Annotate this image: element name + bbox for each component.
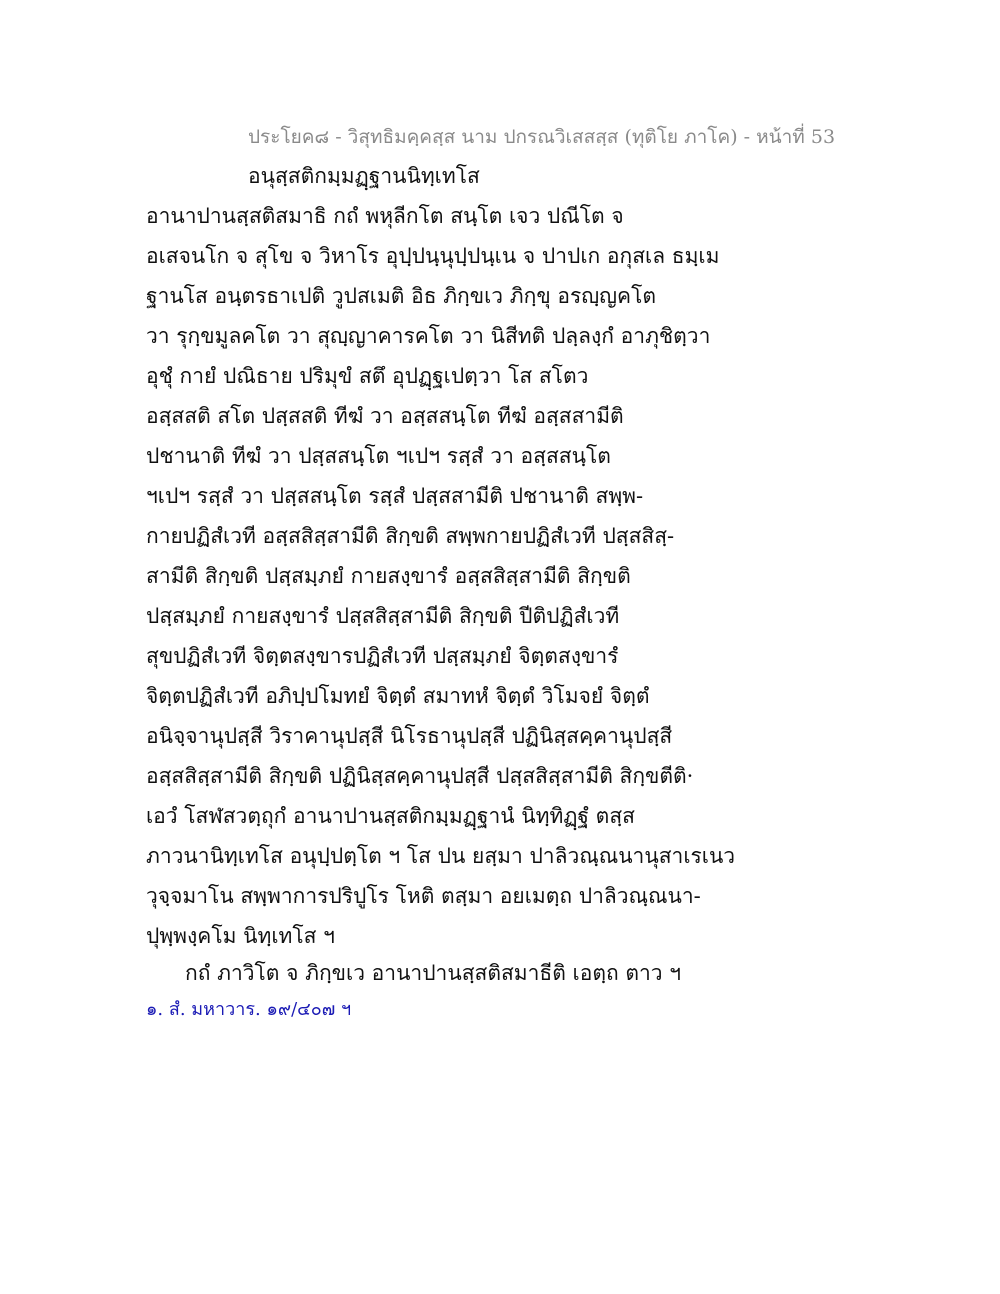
footnote: ๑. สํ. มหาวาร. ๑๙/๔๐๗ ฯ xyxy=(146,999,352,1020)
text-line: ปุพฺพงฺคโม นิทฺเทโส ฯ xyxy=(146,924,335,948)
text-line: วา รุกฺขมูลคโต วา สุญฺญาคารคโต วา นิสีทติ ปลฺลงฺกํ อาภุชิตฺวา xyxy=(146,324,711,348)
text-line: อานาปานสฺสติสมาธิ กถํ พหุลีกโต สนฺโต เจว ปณีโต จ xyxy=(146,204,624,228)
text-line: ฯเปฯ รสฺสํ วา ปสฺสสนฺโต รสฺสํ ปสฺสสามีติ ปชานาติ สพฺพ- xyxy=(146,484,644,508)
text-line: อนิจฺจานุปสฺสี วิราคานุปสฺสี นิโรธานุปสฺสี ปฏินิสฺสคฺคานุปสฺสี xyxy=(146,724,673,748)
text-line: ภาวนานิทฺเทโส อนุปฺปตฺโต ฯ โส ปน ยสฺมา ปาลิวณฺณนานุสาเรเนว xyxy=(146,844,736,868)
text-line: อุชุํ กายํ ปณิธาย ปริมุขํ สตึ อุปฏฺฐเปตฺวา โส สโตว xyxy=(146,364,589,388)
body-text xyxy=(146,200,735,960)
text-line: สุขปฏิสํเวที จิตฺตสงฺขารปฏิสํเวที ปสฺสมฺภยํ จิตฺตสงฺขารํ xyxy=(146,644,619,668)
text-line: ฐานโส อนฺตรธาเปติ วูปสเมติ อิธ ภิกฺขเว ภิกฺขุ อรญฺญคโต xyxy=(146,284,656,308)
text-line: เอวํ โสฬสวตฺถุกํ อานาปานสฺสติกมฺมฏฺฐานํ นิทฺทิฏฺฐํ ตสฺส xyxy=(146,804,635,828)
text-line: ปสฺสมฺภยํ กายสงฺขารํ ปสฺสสิสฺสามีติ สิกฺขติ ปีติปฏิสํเวที xyxy=(146,604,620,628)
text-line: จิตฺตปฏิสํเวที อภิปฺปโมทยํ จิตฺตํ สมาทหํ จิตฺตํ วิโมจยํ จิตฺตํ xyxy=(146,684,650,708)
text-line: ปชานาติ ทีฆํ วา ปสฺสสนฺโต ฯเปฯ รสฺสํ วา อสฺสสนฺโต xyxy=(146,444,611,468)
running-header: ประโยค๘ - วิสุทธิมคฺคสฺส นาม ปกรณวิเสสสฺส (ทุติโย ภาโค) - หน้าที่ 53 xyxy=(248,126,836,148)
text-line: สามีติ สิกฺขติ ปสฺสมฺภยํ กายสงฺขารํ อสฺสสิสฺสามีติ สิกฺขติ xyxy=(146,564,631,588)
text-line: วุจฺจมาโน สพฺพาการปริปูโร โหติ ตสฺมา อยเมตฺถ ปาลิวณฺณนา- xyxy=(146,884,701,908)
section-title: อนุสฺสติกมฺมฏฺฐานนิทฺเทโส xyxy=(248,164,480,188)
text-line: กายปฏิสํเวที อสฺสสิสฺสามีติ สิกฺขติ สพฺพกายปฏิสํเวที ปสฺสสิสฺ- xyxy=(146,524,675,548)
text-line: อเสจนโก จ สุโข จ วิหาโร อุปฺปนฺนุปฺปนฺเน จ ปาปเก อกุสเล ธมฺเม xyxy=(146,244,720,268)
closing-line: กถํ ภาวิโต จ ภิกฺขเว อานาปานสฺสติสมาธีติ เอตฺถ ตาว ฯ xyxy=(185,961,682,985)
text-line: อสฺสสิสฺสามีติ สิกฺขติ ปฏินิสฺสคฺคานุปสฺสี ปสฺสสิสฺสามีติ สิกฺขตีติ· xyxy=(146,764,694,788)
text-line: อสฺสสติ สโต ปสฺสสติ ทีฆํ วา อสฺสสนฺโต ทีฆํ อสฺสสามีติ xyxy=(146,404,624,428)
